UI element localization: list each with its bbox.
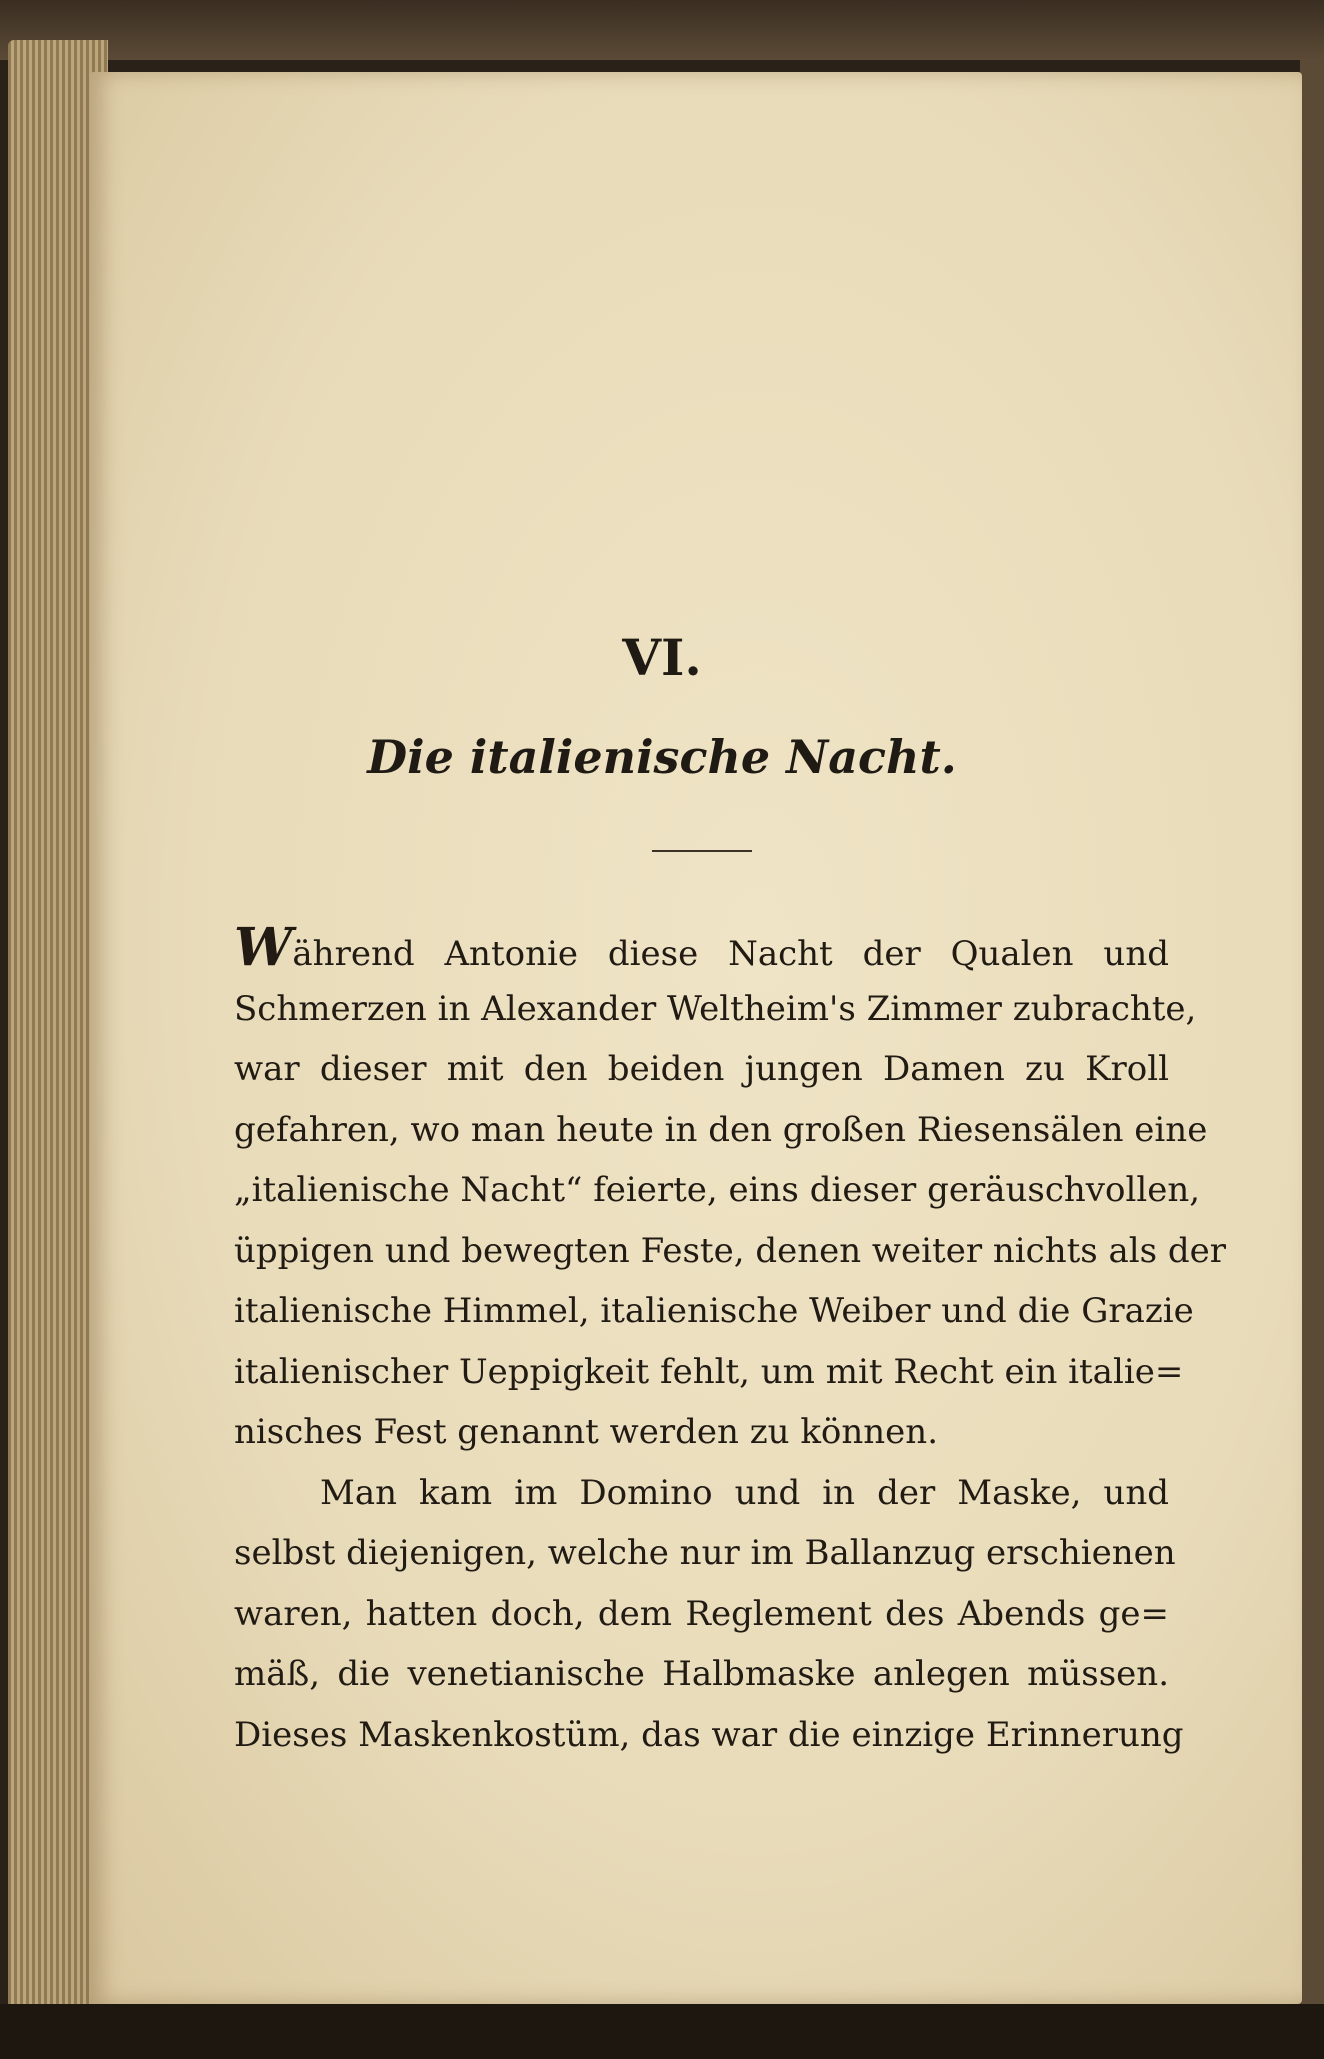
text-line: italienischer Ueppigkeit fehlt, um mit Recht ein italie= xyxy=(234,1351,1184,1392)
chapter-divider xyxy=(652,850,752,852)
scan-background-bottom xyxy=(0,2004,1324,2059)
text-line: selbst diejenigen, welche nur im Ballanzug erschienen xyxy=(234,1533,1176,1573)
text-line: Man kam im Domino und in der Maske, und xyxy=(320,1472,1169,1513)
text-line: gefahren, wo man heute in den großen Riesensälen eine xyxy=(234,1109,1208,1150)
body-text xyxy=(234,917,1227,1765)
text-line: Schmerzen in Alexander Weltheim's Zimmer zubrachte, xyxy=(234,988,1197,1029)
line-text: ährend Antonie diese Nacht der Qualen und xyxy=(292,934,1169,974)
text-line: nisches Fest genannt werden zu können. xyxy=(234,1412,939,1452)
text-line: üppigen und bewegten Feste, denen weiter nichts als der xyxy=(234,1230,1227,1271)
chapter-title: Die italienische Nacht. xyxy=(367,730,957,784)
text-line: „italienische Nacht“ feierte, eins dieser geräuschvollen, xyxy=(234,1170,1201,1210)
drop-cap: W xyxy=(234,917,293,978)
text-line: mäß, die venetianische Halbmaske anlegen müssen. xyxy=(234,1654,1169,1694)
text-line xyxy=(234,918,1169,979)
chapter-number: VI. xyxy=(622,628,702,687)
book-cover-top xyxy=(0,0,1324,60)
text-line: Dieses Maskenkostüm, das war die einzige Erinnerung xyxy=(234,1714,1184,1755)
text-line: waren, hatten doch, dem Reglement des Abends ge= xyxy=(234,1593,1169,1634)
text-line: war dieser mit den beiden jungen Damen zu Kroll xyxy=(234,1049,1169,1089)
book-cover-right xyxy=(1300,60,1324,2020)
text-line: italienische Himmel, italienische Weiber und die Grazie xyxy=(234,1291,1194,1331)
